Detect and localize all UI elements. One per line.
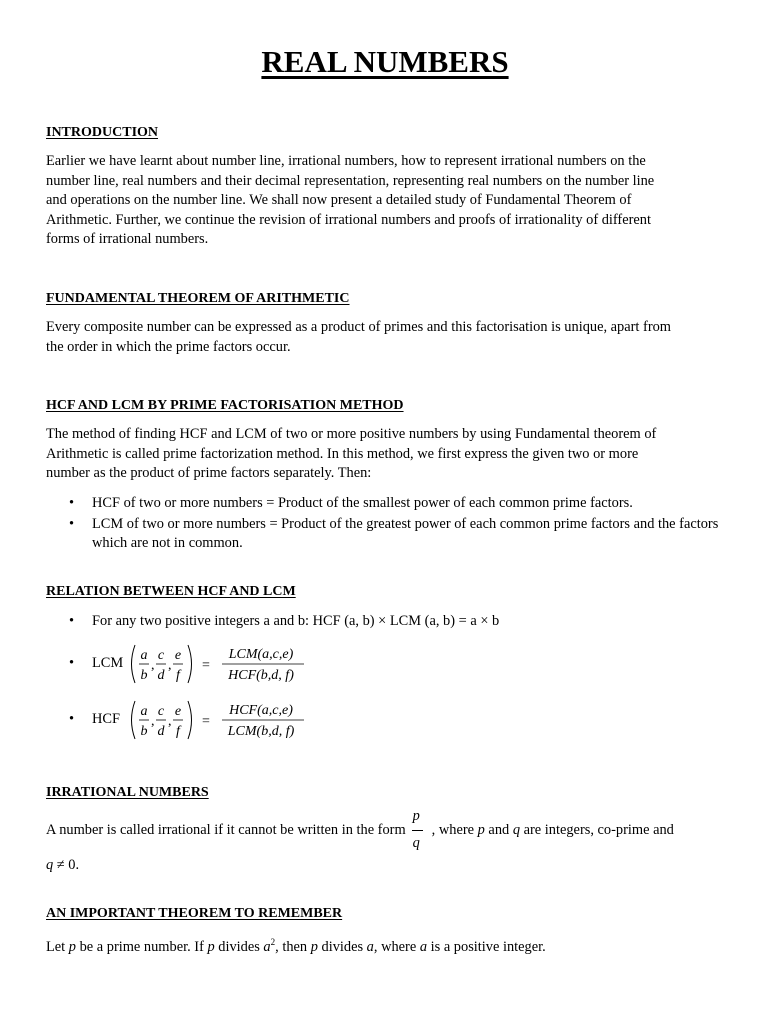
irrational-text: and [484,822,513,838]
intro-paragraph [46,152,724,250]
var-q: q [46,857,54,873]
theorem-text: divides [317,938,367,955]
hcf-fraction-formula [46,698,724,742]
hcf-den-b: b [140,724,148,739]
lcm-rhs-denominator: HCF(b,d, f) [228,668,294,683]
var-p: p [68,938,76,955]
var-a: a [419,938,428,955]
frac-numerator: p [412,808,420,825]
comma: , [168,658,172,673]
var-a: a [366,938,374,955]
lcm-num-c: c [157,648,165,663]
intro-line: Arithmetic. Further, we continue the revision of irrational numbers and proofs of irrationality of different [46,211,651,228]
intro-line: Earlier we have learnt about number line, irrational numbers, how to represent irrational numbers on the [46,153,646,169]
hcf-lcm-bullet-list [46,494,724,555]
irrational-text: , where [431,822,478,838]
lcm-den-f: f [176,668,180,683]
hcf-rhs-numerator: HCF(a,c,e) [229,703,293,718]
relation-bullet-list [46,612,724,633]
formula-label: HCF [92,711,120,727]
lcm-num-a: a [140,648,148,663]
formula-label: LCM [92,655,124,671]
var-p: p [207,938,215,955]
superscript-2: 2 [270,937,276,947]
list-item: • LCM of two or more numbers = Product of the greatest power of each common prime factors and the factors which are not in common. [46,515,724,554]
fta-paragraph [46,318,724,357]
hcf-lcm-line: The method of finding HCF and LCM of two or more positive numbers by using Fundamental theorem of [46,426,657,442]
hcf-num-a: a [140,704,148,719]
theorem-paragraph [46,933,724,957]
theorem-text: Let [46,938,69,955]
lcm-rhs-numerator: LCM(a,c,e) [228,647,294,662]
irrational-text: are integers, co-prime and [520,822,674,838]
theorem-text: is a positive integer. [427,938,546,955]
var-p: p [310,938,318,955]
right-paren [188,701,192,739]
hcf-lcm-line: number as the product of prime factors separately. Then: [46,465,372,482]
hcf-num-e: e [174,704,182,719]
equals-sign: = [202,714,210,729]
heading-fundamental-theorem: FUNDAMENTAL THEOREM OF ARITHMETIC [46,291,350,306]
hcf-lcm-paragraph [46,425,724,484]
intro-line: number line, real numbers and their decimal representation, representing real numbers on the number line [46,172,655,189]
comma: , [151,714,155,729]
lcm-den-d: d [157,668,165,683]
intro-line: forms of irrational numbers. [46,231,209,248]
intro-line: and operations on the number line. We shall now present a detailed study of Fundamental Theorem of [46,192,632,209]
list-item: • For any two positive integers a and b: HCF (a, b) × LCM (a, b) = a × b [46,612,724,632]
theorem-text: , then [275,938,311,955]
hcf-den-d: d [157,724,165,739]
hcf-rhs-denominator: LCM(b,d, f) [227,724,295,739]
heading-irrational-numbers: IRRATIONAL NUMBERS [46,785,209,800]
var-a: a [263,938,271,955]
fta-line: Every composite number can be expressed as a product of primes and this factorisation is unique, apart from [46,319,672,335]
lcm-num-e: e [174,648,182,663]
heading-hcf-lcm-method: HCF AND LCM BY PRIME FACTORISATION METHOD [46,398,404,413]
equals-sign: = [202,658,210,673]
comma: , [151,658,155,673]
hcf-num-c: c [157,704,165,719]
left-paren [132,645,136,683]
hcf-den-f: f [176,724,180,739]
var-p: p [477,822,485,838]
irrational-text: A number is called irrational if it cannot be written in the form [46,822,406,838]
heading-introduction: INTRODUCTION [46,125,159,140]
right-paren [188,645,192,683]
page-title: REAL NUMBERS [261,44,509,79]
comma: , [168,714,172,729]
theorem-text: be a prime number. If [75,938,208,955]
fta-line: the order in which the prime factors occur. [46,338,291,355]
heading-relation-hcf-lcm: RELATION BETWEEN HCF AND LCM [46,584,296,599]
lcm-formula-svg [126,642,366,686]
heading-important-theorem: AN IMPORTANT THEOREM TO REMEMBER [46,906,343,921]
irrational-paragraph-line1 [46,808,724,852]
lcm-den-b: b [140,668,148,683]
hcf-formula-svg [126,698,366,742]
irrational-text: ≠ 0. [53,857,80,873]
theorem-text: divides [214,938,264,955]
left-paren [132,701,136,739]
bullet-dot: • [69,655,75,671]
theorem-text: , where [373,938,420,955]
irrational-paragraph-line2 [46,856,724,876]
bullet-dot: • [69,711,75,727]
frac-denominator: q [412,835,420,852]
hcf-lcm-line: Arithmetic is called prime factorization method. In this method, we first express the given two or more [46,445,639,462]
list-item: • HCF of two or more numbers = Product of the smallest power of each common prime factors. [46,494,724,514]
p-over-q-fraction [406,808,432,852]
lcm-fraction-formula [46,642,724,686]
var-q: q [512,822,521,838]
frac-bar [412,830,423,831]
